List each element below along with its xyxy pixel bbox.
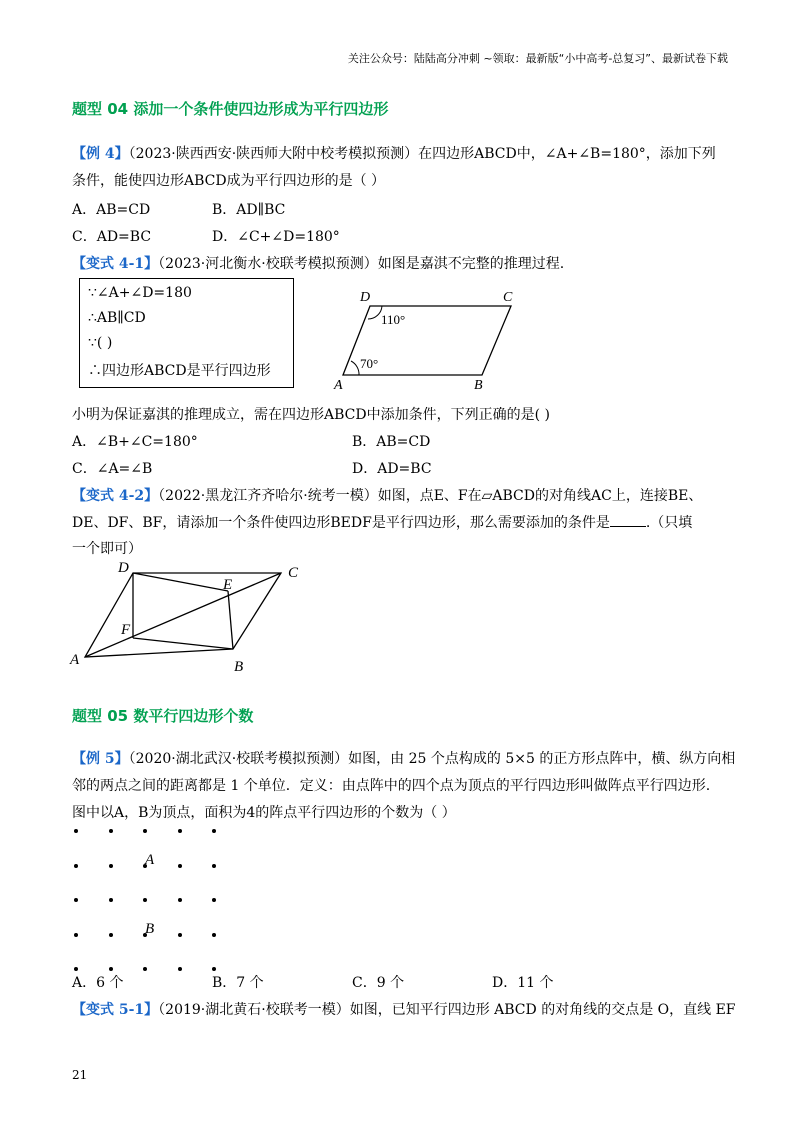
lattice-label-b: B — [145, 921, 155, 937]
vertex-c-label: C — [288, 565, 299, 581]
lattice-dot — [74, 967, 78, 971]
lattice-dot — [109, 864, 113, 868]
segment-de — [133, 573, 228, 591]
reasoning-step-2: ∴AB∥CD — [88, 310, 146, 326]
example-4-tag: 【例 4】 — [72, 146, 129, 162]
lattice-dot — [212, 829, 216, 833]
lattice-dot — [109, 829, 113, 833]
lattice-dot — [109, 933, 113, 937]
vertex-b-label: B — [234, 659, 244, 675]
variant-4-1-option-c: C．∠A=∠B — [72, 461, 153, 477]
example-4-option-d: D．∠C+∠D=180° — [212, 229, 340, 245]
angle-a-value: 70° — [360, 356, 379, 371]
variant-4-2-line2 — [72, 512, 692, 532]
example-5-line2: 邻的两点之间的距离都是 1 个单位．定义：由点阵中的四个点为顶点的平行四边形叫做阵点平行四边形. — [72, 778, 711, 794]
variant-5-1-tag: 【变式 5-1】 — [72, 1002, 159, 1018]
segment-fb — [133, 638, 233, 649]
section-title-04: 题型 04 添加一个条件使四边形成为平行四边形 — [72, 100, 389, 118]
lattice-dot — [109, 898, 113, 902]
lattice-dot — [74, 864, 78, 868]
variant-4-1-option-a: A．∠B+∠C=180° — [72, 434, 198, 450]
reasoning-box — [79, 278, 294, 388]
example-5-option-c: C．9 个 — [352, 975, 405, 991]
point-f-label: F — [121, 622, 131, 638]
lattice-dot — [178, 864, 182, 868]
segment-eb — [228, 591, 233, 649]
variant-4-2-line3: 一个即可） — [72, 541, 142, 557]
variant-4-2-text: （2022·黑龙江齐齐哈尔·统考一模）如图，点E、F在▱ABCD的对角线AC上，连接BE、 — [158, 488, 703, 504]
example-4-option-c: C．AD=BC — [72, 229, 152, 245]
example-5-line1 — [72, 748, 735, 768]
example-5-option-d: D．11 个 — [492, 975, 554, 991]
example-5-line3: 图中以A，B为顶点，面积为4的阵点平行四边形的个数为（ ） — [72, 805, 456, 821]
lattice-dot — [143, 829, 147, 833]
example-5-option-a: A．6 个 — [72, 975, 124, 991]
variant-4-2-text2: DE、DF、BF，请添加一个条件使四边形BEDF是平行四边形，那么需要添加的条件是 — [72, 515, 610, 531]
reasoning-step-3: ∵( ) — [88, 335, 113, 351]
vertex-a-label: A — [334, 378, 343, 393]
lattice-dot — [143, 967, 147, 971]
angle-a-arc — [351, 361, 359, 375]
variant-4-1-option-b: B．AB=CD — [352, 434, 431, 450]
diagonal-ac — [85, 573, 281, 657]
lattice-dot — [212, 967, 216, 971]
variant-4-2-text3: .（只填 — [645, 515, 693, 531]
example-4-line1 — [72, 143, 716, 163]
variant-4-2-tag: 【变式 4-2】 — [72, 488, 159, 504]
example-5-option-b: B．7 个 — [212, 975, 264, 991]
section-title-05: 题型 05 数平行四边形个数 — [72, 707, 254, 725]
lattice-label-a: A — [145, 852, 155, 868]
vertex-b-label: B — [474, 378, 483, 393]
page-header: 关注公众号：陆陆高分冲刺 ~领取：最新版“小中高考-总复习”、最新试卷下载 — [347, 52, 728, 65]
lattice-dot — [212, 933, 216, 937]
vertex-c-label: C — [503, 290, 513, 305]
lattice-dot — [178, 967, 182, 971]
vertex-a-label: A — [70, 652, 80, 668]
example-4-line2: 条件，能使四边形ABCD成为平行四边形的是（ ） — [72, 173, 386, 189]
angle-d-value: 110° — [381, 312, 406, 327]
variant-4-1-line1 — [72, 253, 564, 273]
lattice-dot — [178, 829, 182, 833]
lattice-dot — [143, 898, 147, 902]
answer-blank — [610, 514, 646, 527]
variant-4-1-line2: 小明为保证嘉淇的推理成立，需在四边形ABCD中添加条件，下列正确的是( ) — [72, 407, 550, 423]
example-4-option-b: B．AD∥BC — [212, 202, 286, 218]
vertex-d-label: D — [360, 290, 371, 305]
example-4-text: （2023·陕西西安·陕西师大附中校考模拟预测）在四边形ABCD中，∠A+∠B=180°，添加下列 — [128, 146, 716, 162]
variant-5-1-text: （2019·湖北黄石·校联考一模）如图，已知平行四边形 ABCD 的对角线的交点是 O，直线 EF — [158, 1002, 736, 1018]
angle-d-arc — [368, 306, 382, 319]
lattice-dot — [74, 933, 78, 937]
reasoning-step-1: ∵∠A+∠D=180 — [88, 285, 192, 301]
variant-5-1-line1 — [72, 999, 736, 1019]
parallelogram-figure-4-2 — [62, 555, 312, 680]
point-e-label: E — [223, 577, 233, 593]
lattice-dot — [74, 898, 78, 902]
variant-4-1-option-d: D．AD=BC — [352, 461, 432, 477]
example-4-option-a: A．AB=CD — [72, 202, 151, 218]
lattice-dot — [212, 864, 216, 868]
variant-4-1-text: （2023·河北衡水·校联考模拟预测）如图是嘉淇不完整的推理过程. — [158, 256, 565, 272]
parallelogram-figure-4-1 — [330, 285, 530, 395]
variant-4-1-tag: 【变式 4-1】 — [72, 256, 159, 272]
lattice-dot — [178, 898, 182, 902]
lattice-dot — [109, 967, 113, 971]
example-5-tag: 【例 5】 — [72, 751, 129, 767]
lattice-dot — [178, 933, 182, 937]
page-number: 21 — [72, 1068, 88, 1082]
lattice-dot — [74, 829, 78, 833]
reasoning-step-4: ∴四边形ABCD是平行四边形 — [88, 363, 271, 379]
lattice-dot — [212, 898, 216, 902]
vertex-d-label: D — [118, 560, 129, 576]
example-5-text: （2020·湖北武汉·校联考模拟预测）如图，由 25 个点构成的 5×5 的正方形点阵中，横、纵方向相 — [128, 751, 736, 767]
variant-4-2-line1 — [72, 485, 702, 505]
